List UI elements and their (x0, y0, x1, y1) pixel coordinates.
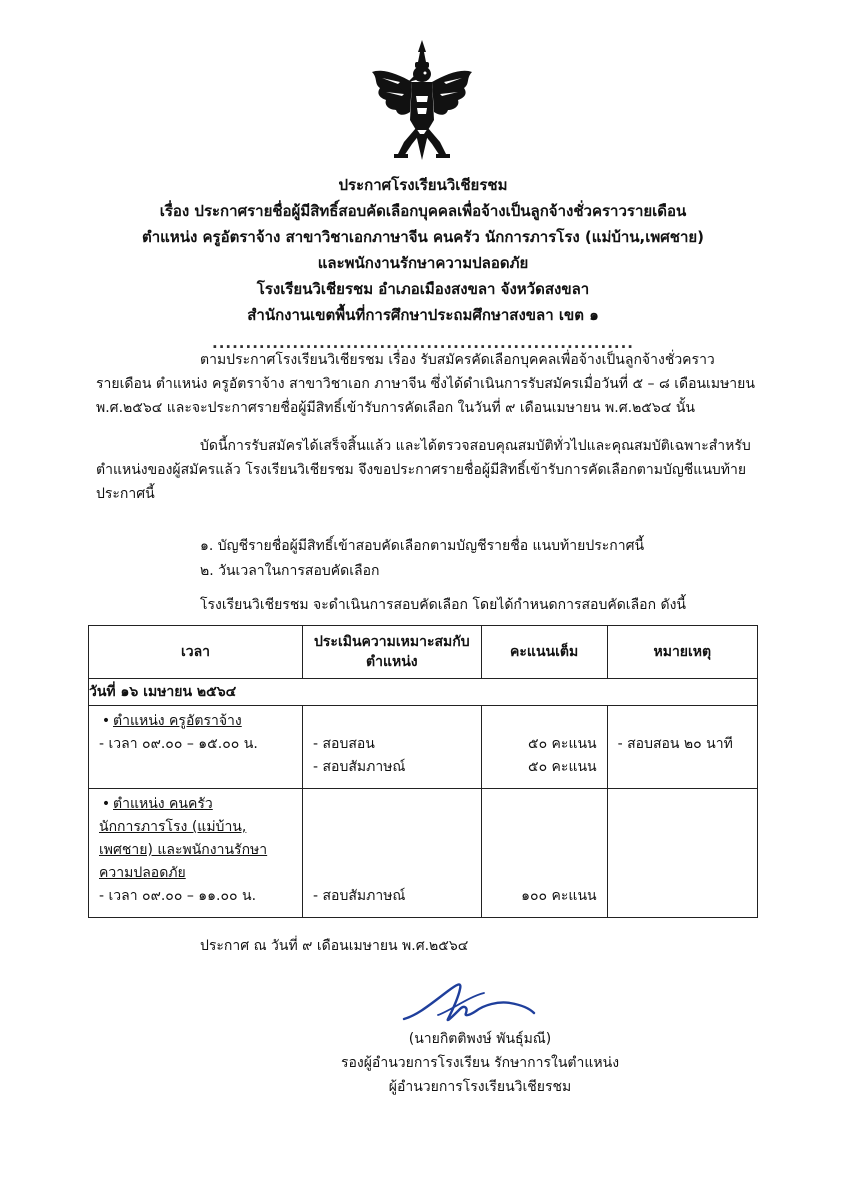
position-name: ตำแหน่ง คนครัว (113, 796, 213, 812)
header-full-score: คะแนนเต็ม (481, 626, 607, 679)
exam-schedule-table (88, 625, 758, 918)
header-time: เวลา (89, 626, 303, 679)
time-range: - เวลา ๐๙.๐๐ – ๑๑.๐๐ น. (99, 888, 257, 904)
announcement-date: ประกาศ ณ วันที่ ๙ เดือนเมษายน พ.ศ.๒๕๖๔ (200, 938, 469, 954)
evaluation-cell (303, 789, 482, 918)
announcement-positions: ตำแหน่ง ครูอัตราจ้าง สาขาวิชาเอกภาษาจีน คนครัว นักการภารโรง (แม่บ้าน,เพศชาย) (141, 228, 705, 246)
exam-date: วันที่ ๑๖ เมษายน ๒๕๖๔ (89, 679, 758, 706)
school-location: โรงเรียนวิเชียรชม อำเภอเมืองสงขลา จังหวัดสงขลา (256, 280, 590, 298)
score-value: ๕๐ คะแนน (527, 759, 597, 775)
paragraph-reference (96, 348, 755, 506)
paragraph-line: ประกาศนี้ (96, 486, 155, 502)
table-intro: โรงเรียนวิเชียรชม จะดำเนินการสอบคัดเลือก โดยได้กำหนดการสอบคัดเลือก ดังนี้ (200, 597, 686, 613)
education-office: สำนักงานเขตพื้นที่การศึกษาประถมศึกษาสงขลา เขต ๑ (247, 306, 599, 324)
paragraph-line: พ.ศ.๒๕๖๔ และจะประกาศรายชื่อผู้มีสิทธิ์เข้ารับการคัดเลือก ในวันที่ ๙ เดือนเมษายน พ.ศ.๒๕๖๔ นั้น (96, 400, 695, 416)
announcement-positions-cont: และพนักงานรักษาความปลอดภัย (317, 254, 529, 272)
announcement-subject: เรื่อง ประกาศรายชื่อผู้มีสิทธิ์สอบคัดเลือกบุคคลเพื่อจ้างเป็นลูกจ้างชั่วคราวรายเดือน (159, 202, 687, 220)
time-range: - เวลา ๐๙.๐๐ – ๑๕.๐๐ น. (99, 736, 258, 752)
date-row (89, 679, 758, 706)
table-row (89, 706, 758, 789)
signer-name: (นายกิตติพงษ์ พันธุ์มณี) (408, 1031, 552, 1047)
list-item: ๒. วันเวลาในการสอบคัดเลือก (200, 563, 380, 579)
note-text: - สอบสอน ๒๐ นาที (617, 736, 733, 752)
score-value: ๑๐๐ คะแนน (521, 888, 597, 904)
score-cell (481, 706, 607, 789)
time-cell (89, 706, 303, 789)
position-name: เพศชาย) และพนักงานรักษา (99, 842, 268, 858)
header-evaluation (303, 626, 482, 679)
table-header-row (89, 626, 758, 679)
evaluation-item: - สอบสัมภาษณ์ (313, 888, 406, 904)
signer-title: ผู้อำนวยการโรงเรียนวิเชียรชม (388, 1079, 572, 1095)
evaluation-item: - สอบสอน (313, 736, 375, 752)
signature-icon (398, 975, 538, 1031)
announcement-header (60, 172, 786, 356)
table-row (89, 789, 758, 918)
evaluation-item: - สอบสัมภาษณ์ (313, 759, 406, 775)
separator-dots: ............................................................... (212, 334, 634, 352)
time-cell (89, 789, 303, 918)
paragraph-line: รายเดือน ตำแหน่ง ครูอัตราจ้าง สาขาวิชาเอก ภาษาจีน ซึ่งได้ดำเนินการรับสมัครเมื่อวันที่ ๕ – ๘ เดือนเมษายน (96, 376, 755, 392)
position-name: ความปลอดภัย (99, 865, 186, 881)
score-cell (481, 789, 607, 918)
garuda-emblem-icon (370, 38, 474, 162)
header-evaluation-line1: ประเมินความเหมาะสมกับ (314, 634, 470, 650)
paragraph-line: บัดนี้การรับสมัครได้เสร็จสิ้นแล้ว และได้ตรวจสอบคุณสมบัติทั่วไปและคุณสมบัติเฉพาะสำหรับ (200, 438, 751, 454)
numbered-list (200, 534, 644, 584)
position-name: ตำแหน่ง ครูอัตราจ้าง (113, 713, 242, 729)
note-cell (607, 789, 757, 918)
evaluation-cell (303, 706, 482, 789)
paragraph-line: ตำแหน่งของผู้สมัครแล้ว โรงเรียนวิเชียรชม จึงขอประกาศรายชื่อผู้มีสิทธิ์เข้ารับการคัดเลือกตามบัญชีแนบท้าย (96, 462, 747, 478)
header-evaluation-line2: ตำแหน่ง (366, 654, 418, 670)
score-value: ๕๐ คะแนน (527, 736, 597, 752)
announcement-issuer: ประกาศโรงเรียนวิเชียรชม (338, 176, 508, 194)
signer-title: รองผู้อำนวยการโรงเรียน รักษาการในตำแหน่ง (340, 1055, 620, 1071)
note-cell (607, 706, 757, 789)
header-note: หมายเหตุ (607, 626, 757, 679)
position-name: นักการภารโรง (แม่บ้าน, (99, 819, 247, 835)
bullet: • (101, 796, 111, 812)
list-item: ๑. บัญชีรายชื่อผู้มีสิทธิ์เข้าสอบคัดเลือกตามบัญชีรายชื่อ แนบท้ายประกาศนี้ (200, 538, 645, 554)
paragraph-line: ตามประกาศโรงเรียนวิเชียรชม เรื่อง รับสมัครคัดเลือกบุคคลเพื่อจ้างเป็นลูกจ้างชั่วคราว (200, 352, 715, 368)
signer-block (300, 1027, 660, 1099)
bullet: • (101, 713, 111, 729)
